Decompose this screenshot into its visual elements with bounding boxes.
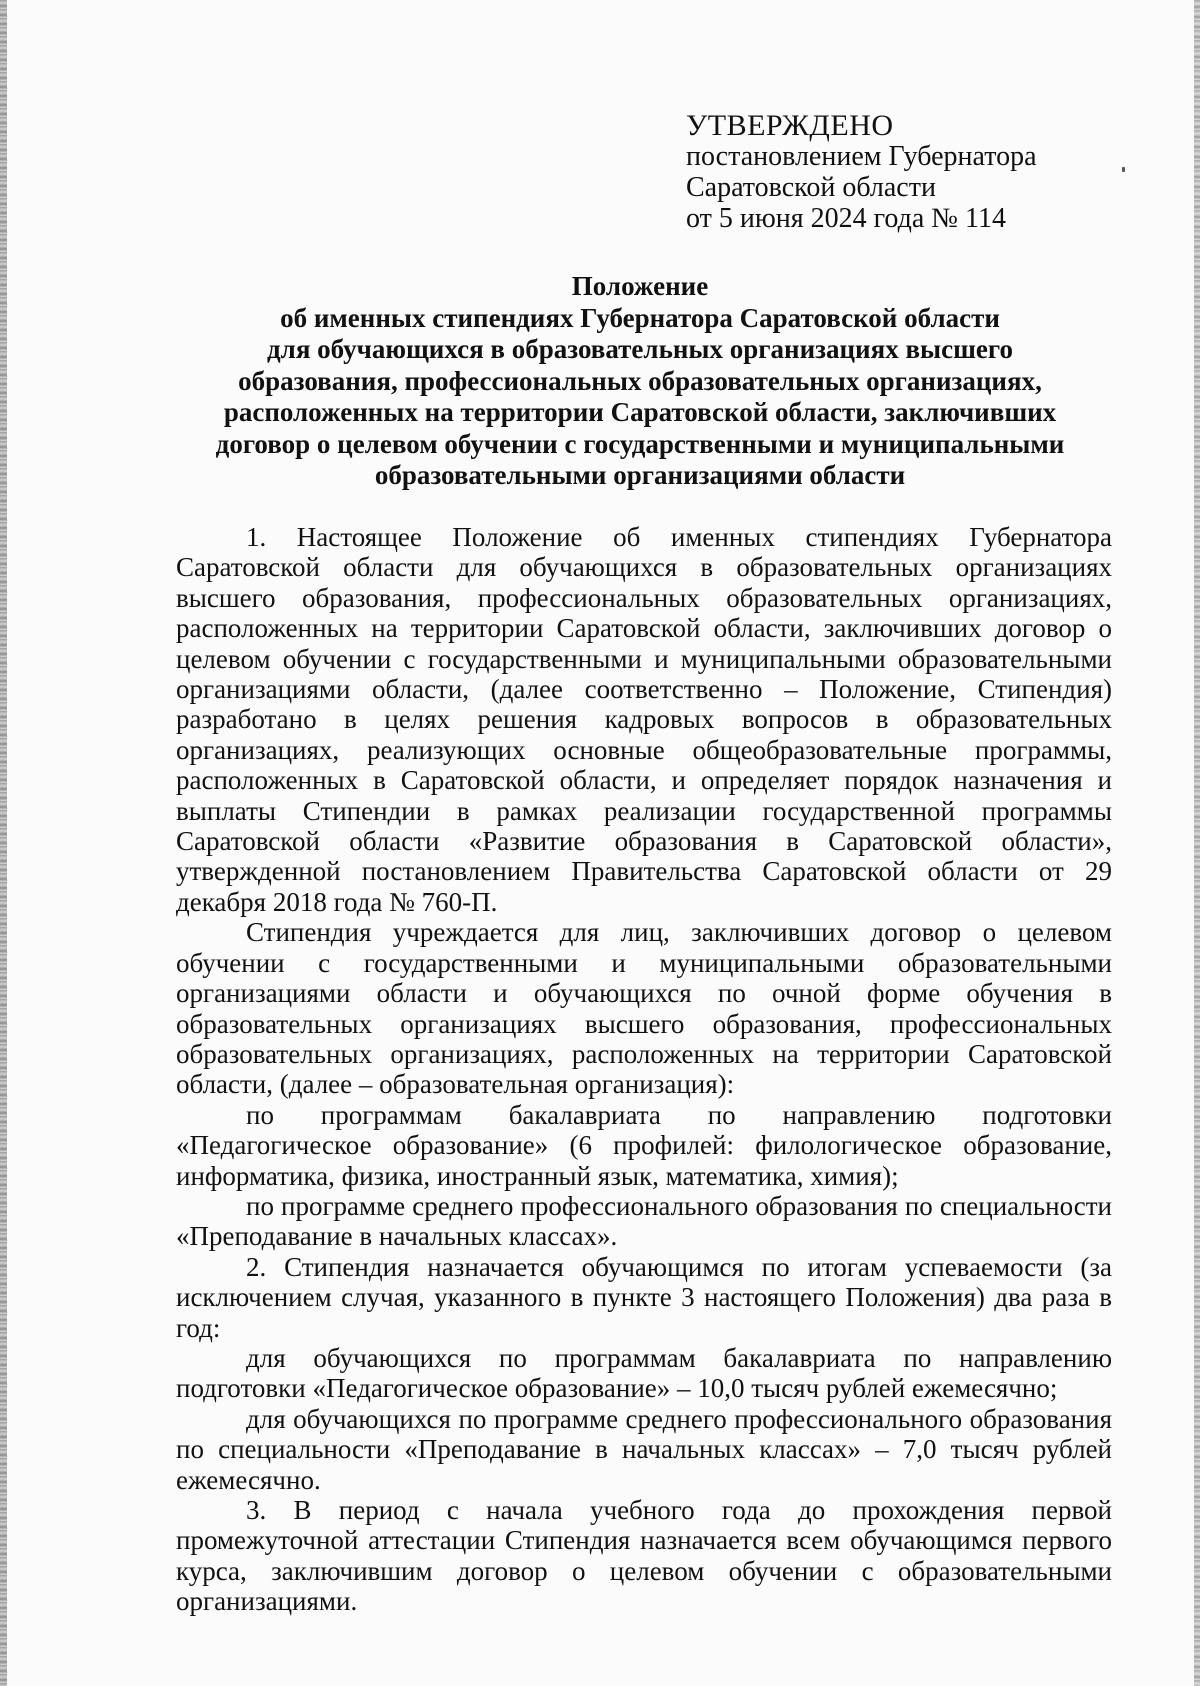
heading-line: для обучающихся в образовательных организациях высшего <box>267 334 1013 364</box>
paragraph-bachelor-amount: для обучающихся по программам бакалавриата по направлению подготовки «Педагогическое образование» – 10,0 тысяч рублей ежемесячно; <box>176 1342 1112 1404</box>
document-heading <box>170 271 1110 492</box>
heading-line: договор о целевом обучении с государственными и муниципальными <box>215 428 1065 459</box>
approval-line-date: от 5 июня 2024 года № 114 <box>686 203 1006 234</box>
approval-line-region: Саратовской области <box>686 172 936 203</box>
scan-edge-left <box>0 0 7 1686</box>
heading-line: расположенных на территории Саратовской области, заключивших <box>223 397 1057 427</box>
scan-speck <box>1122 167 1125 172</box>
approval-line-decree: постановлением Губернатора <box>686 141 1037 172</box>
paragraph-clause-1: 1. Настоящее Положение об именных стипендиях Губернатора Саратовской области для обучающихся в образовательных организациях высшего образования, профессиональных образовательных организациях, расположенных на территории Саратовской области, заключивших договор о целевом обучении с государственными и муниципальными образовательными организациями области, (далее соответственно – Положение, Стипендия) разработано в целях решения кадровых вопросов в образовательных организациях, реализующих основные общеобразовательные программы, расположенных в Саратовской области, и определяет порядок назначения и выплаты Стипендии в рамках реализации государственной программы Саратовской области «Развитие образования в Саратовской области», утвержденной постановлением Правительства Саратовской области от 29 декабря 2018 года № 760-П. <box>176 522 1112 917</box>
heading-line: образовательными организациями области <box>374 460 906 490</box>
heading-line: образования, профессиональных образовательных организациях, <box>238 365 1042 396</box>
paragraph-clause-2: 2. Стипендия назначается обучающимся по итогам успеваемости (за исключением случая, указанного в пункте 3 настоящего Положения) два раза в год: <box>176 1251 1112 1343</box>
scan-edge-right <box>1194 0 1200 1686</box>
approval-stamp-block <box>686 110 1106 234</box>
paragraph-vocational-amount: для обучающихся по программе среднего профессионального образования по специальности «Преподавание в начальных классах» – 7,0 тысяч рублей ежемесячно. <box>176 1403 1112 1495</box>
paragraph-eligibility: Стипендия учреждается для лиц, заключивших договор о целевом обучении с государственными и муниципальными образовательными организациями области и обучающихся по очной форме обучения в образовательных организациях высшего образования, профессиональных образовательных организациях, расположенных на территории Саратовской области, (далее – образовательная организация): <box>176 917 1112 1100</box>
approved-label: УТВЕРЖДЕНО <box>686 109 894 142</box>
document-body <box>176 522 1112 1617</box>
document-title: Положение <box>571 271 709 301</box>
paragraph-vocational-program: по программе среднего профессионального образования по специальности «Преподавание в начальных классах». <box>176 1190 1112 1252</box>
heading-line: об именных стипендиях Губернатора Саратовской области <box>280 302 1000 333</box>
paragraph-clause-3: 3. В период с начала учебного года до прохождения первой промежуточной аттестации Стипендия назначается всем обучающимся первого курса, заключившим договор о целевом обучении с образовательными организациями. <box>176 1495 1112 1617</box>
paragraph-bachelor-programs: по программам бакалавриата по направлению подготовки «Педагогическое образование» (6 профилей: филологическое образование, информатика, физика, иностранный язык, математика, химия); <box>176 1099 1112 1191</box>
